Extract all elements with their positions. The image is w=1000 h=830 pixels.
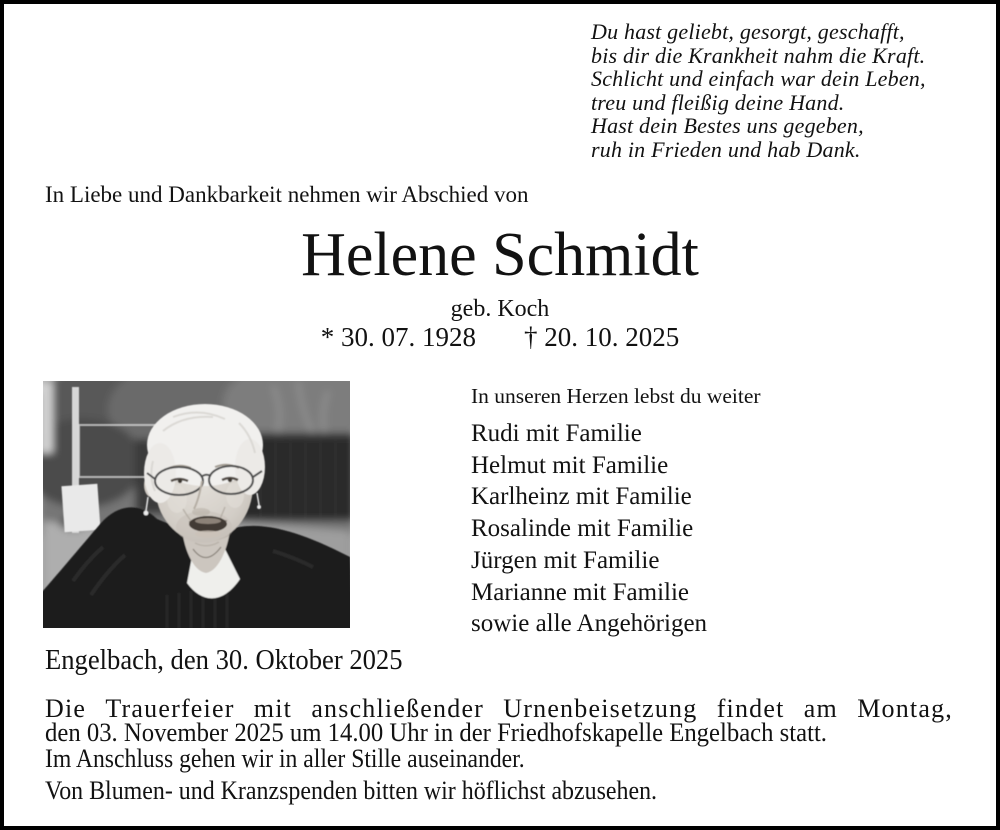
flowers-request-line-text: Von Blumen- und Kranzspenden bitten wir höflichst abzusehen. <box>45 776 658 805</box>
mourner-item: sowie alle Angehörigen <box>471 610 708 638</box>
place-dateline <box>45 645 421 677</box>
mourner-item: Karlheinz mit Familie <box>471 483 692 511</box>
poem-line: Schlicht und einfach war dein Leben, <box>591 66 926 92</box>
birth-date: * 30. 07. 1928 <box>320 322 476 352</box>
place-dateline-text: Engelbach, den 30. Oktober 2025 <box>45 645 403 676</box>
mourner-item: Helmut mit Familie <box>471 451 669 479</box>
poem-line: Hast dein Bestes uns gegeben, <box>591 113 864 139</box>
farewell-line <box>45 744 572 774</box>
poem-line: ruh in Frieden und hab Dank. <box>591 136 861 162</box>
flowers-request-line <box>45 776 710 806</box>
funeral-details-line2-text: den 03. November 2025 um 14.00 Uhr in der Friedhofskapelle Engelbach statt. <box>45 718 827 747</box>
intro-line: In Liebe und Dankbarkeit nehmen wir Abschied von <box>45 182 529 207</box>
life-dates <box>4 322 996 353</box>
farewell-line-text: Im Anschluss gehen wir in aller Stille auseinander. <box>45 744 525 773</box>
maiden-name: geb. Koch <box>450 296 550 322</box>
condolence-line: In unseren Herzen lebst du weiter <box>471 384 761 408</box>
poem-line: bis dir die Krankheit nahm die Kraft. <box>591 42 926 68</box>
death-date: † 20. 10. 2025 <box>524 322 680 352</box>
portrait-photo <box>43 381 350 628</box>
mourner-item: Jürgen mit Familie <box>471 546 660 574</box>
deceased-name: Helene Schmidt <box>301 221 699 289</box>
mourner-item: Marianne mit Familie <box>471 578 690 606</box>
poem-line: treu und fleißig deine Hand. <box>591 89 845 115</box>
portrait-photo-drawing <box>43 381 350 628</box>
mourners-list <box>471 418 707 640</box>
poem-line: Du hast geliebt, gesorgt, geschafft, <box>591 19 905 44</box>
mourner-item: Rosalinde mit Familie <box>471 515 694 543</box>
mourner-item: Rudi mit Familie <box>471 420 642 447</box>
memorial-poem <box>591 20 926 162</box>
funeral-details-line1: Die Trauerfeier mit anschließender Urnenbeisetzung findet am Montag, <box>45 694 953 723</box>
